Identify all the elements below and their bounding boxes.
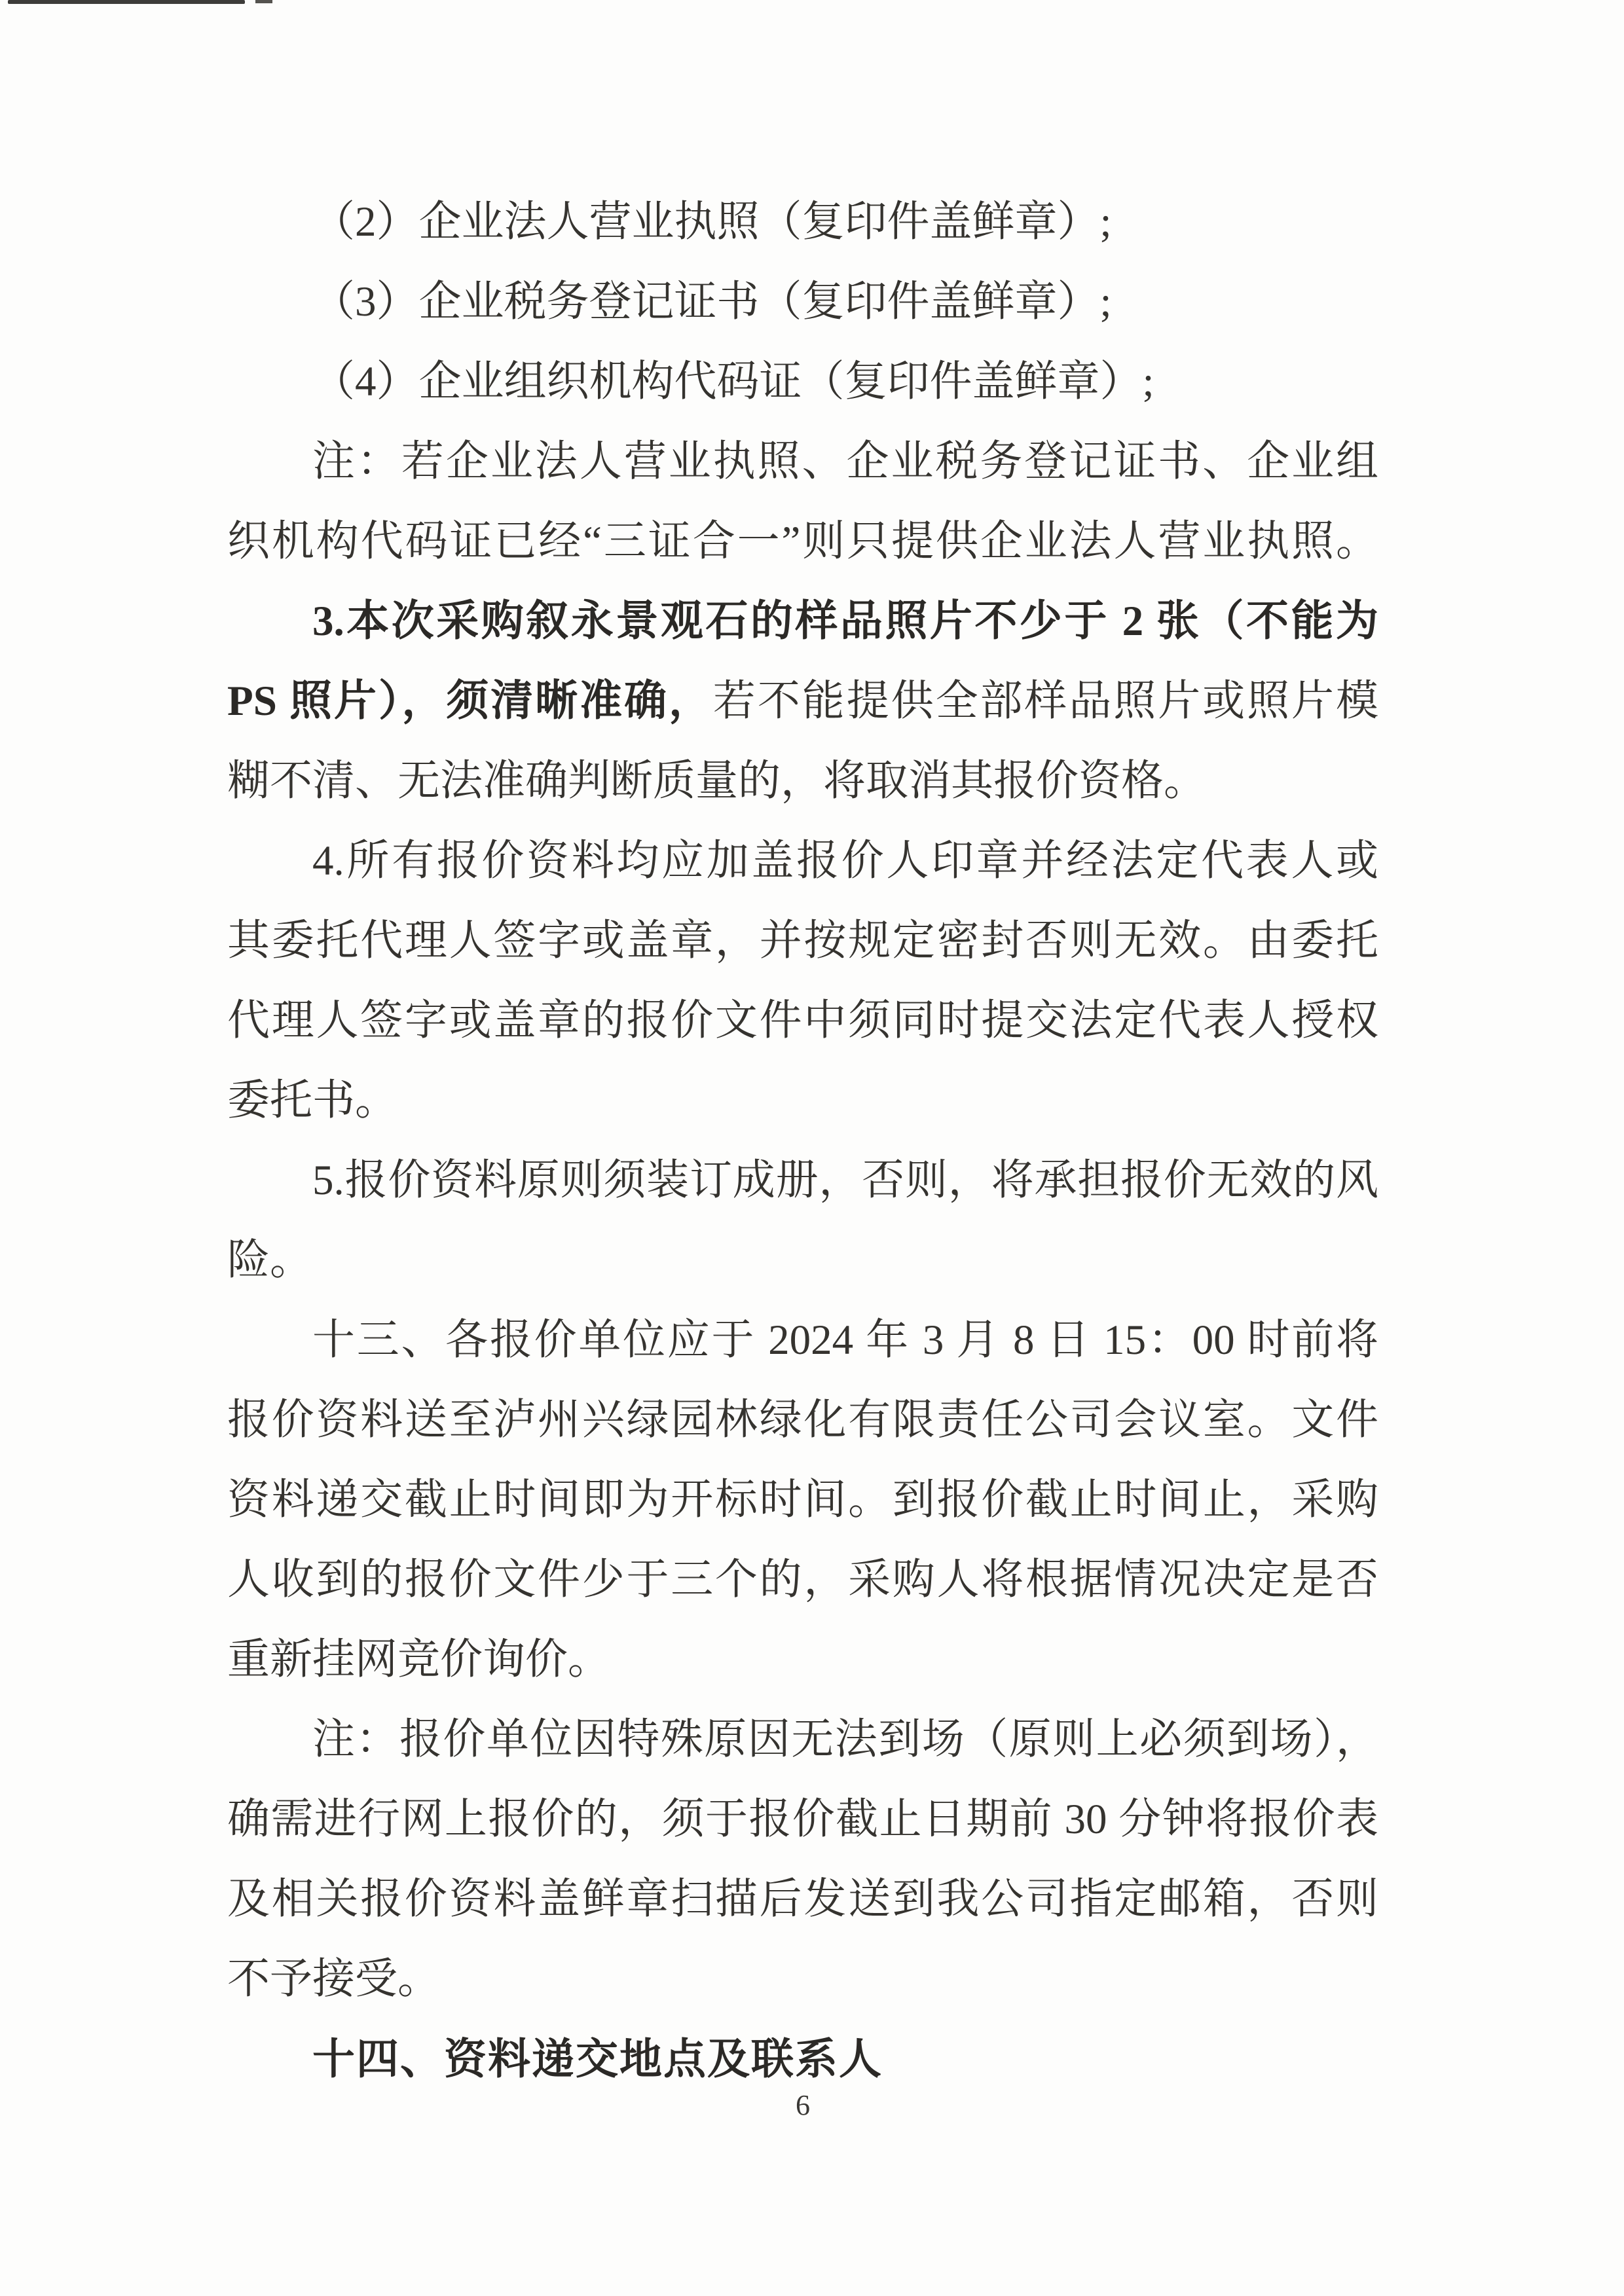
text-line xyxy=(227,1300,1378,1380)
text-run: 其委托代理人签字或盖章，并按规定密封否则无效。由委托 xyxy=(227,917,1378,964)
text-line xyxy=(227,741,1378,821)
text-run: 委托书。 xyxy=(227,1077,398,1124)
text-run: 十三、各报价单位应于 2024 年 3 月 8 日 15：00 时前将 xyxy=(312,1317,1378,1364)
text-run: 险。 xyxy=(227,1237,313,1284)
text-line xyxy=(227,1220,1378,1300)
text-line xyxy=(227,1540,1378,1620)
text-run: 确需进行网上报价的，须于报价截止日期前 30 分钟将报价表 xyxy=(227,1796,1378,1843)
text-run: 注：若企业法人营业执照、企业税务登记证书、企业组 xyxy=(312,438,1378,485)
text-run: 及相关报价资料盖鲜章扫描后发送到我公司指定邮箱，否则 xyxy=(227,1876,1378,1923)
text-line xyxy=(227,1061,1378,1140)
text-line xyxy=(227,501,1378,581)
text-run: （2）企业法人营业执照（复印件盖鲜章）; xyxy=(312,198,1112,246)
text-line xyxy=(227,182,1378,262)
bold-run: PS 照片），须清晰准确， xyxy=(227,678,713,725)
text-line xyxy=(227,1460,1378,1540)
text-line xyxy=(227,821,1378,901)
text-line xyxy=(227,262,1378,342)
page-number: 6 xyxy=(796,2089,810,2121)
text-run: 代理人签字或盖章的报价文件中须同时提交法定代表人授权 xyxy=(227,997,1378,1044)
scan-artifact-tick xyxy=(255,0,272,3)
text-run: 报价资料送至泸州兴绿园林绿化有限责任公司会议室。文件 xyxy=(227,1396,1378,1444)
text-line xyxy=(227,1380,1378,1460)
text-line xyxy=(227,581,1378,661)
text-run: 糊不清、无法准确判断质量的，将取消其报价资格。 xyxy=(227,757,1207,805)
document-body xyxy=(227,182,1378,2099)
text-line xyxy=(227,342,1378,422)
text-line xyxy=(227,901,1378,981)
text-line xyxy=(227,1779,1378,1859)
text-run: 人收到的报价文件少于三个的，采购人将根据情况决定是否 xyxy=(227,1556,1378,1603)
text-line xyxy=(227,1140,1378,1220)
text-run: 资料递交截止时间即为开标时间。到报价截止时间止，采购 xyxy=(227,1476,1378,1523)
text-run: （4）企业组织机构代码证（复印件盖鲜章）; xyxy=(312,358,1154,405)
text-run: 4.所有报价资料均应加盖报价人印章并经法定代表人或 xyxy=(312,837,1378,884)
text-run: 不予接受。 xyxy=(227,1956,441,2003)
bold-run: 3.本次采购叙永景观石的样品照片不少于 2 张（不能为 xyxy=(312,598,1378,645)
text-line xyxy=(227,661,1378,741)
text-run: （3）企业税务登记证书（复印件盖鲜章）; xyxy=(312,278,1112,325)
bold-run: 十四、资料递交地点及联系人 xyxy=(312,2035,883,2083)
text-line xyxy=(227,1939,1378,2019)
text-line xyxy=(227,1859,1378,1939)
text-run: 5.报价资料原则须装订成册，否则，将承担报价无效的风 xyxy=(312,1157,1378,1204)
text-line xyxy=(227,1620,1378,1700)
text-run: 若不能提供全部样品照片或照片模 xyxy=(712,678,1378,725)
text-line xyxy=(227,1700,1378,1779)
text-run: 重新挂网竞价询价。 xyxy=(227,1636,611,1683)
text-line xyxy=(227,981,1378,1061)
text-run: 织机构代码证已经“三证合一”则只提供企业法人营业执照。 xyxy=(227,518,1378,565)
scan-artifact-line xyxy=(8,0,245,4)
text-line xyxy=(227,422,1378,501)
text-run: 注：报价单位因特殊原因无法到场（原则上必须到场）， xyxy=(312,1716,1378,1763)
